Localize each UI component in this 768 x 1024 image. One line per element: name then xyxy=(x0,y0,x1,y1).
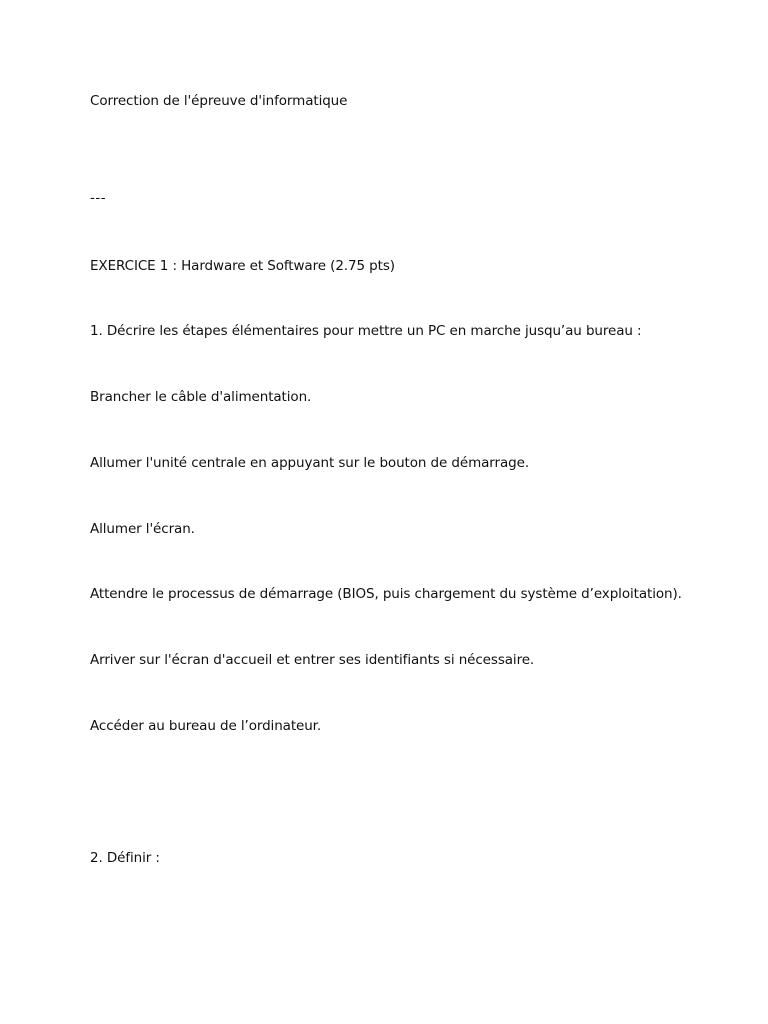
step-item: Attendre le processus de démarrage (BIOS, puis chargement du système d’exploitation). xyxy=(90,586,682,602)
step-item: Allumer l'unité centrale en appuyant sur le bouton de démarrage. xyxy=(90,455,530,471)
step-item: Arriver sur l'écran d'accueil et entrer ses identifiants si nécessaire. xyxy=(90,652,535,668)
question-2: 2. Définir : xyxy=(90,850,160,866)
exercise-heading: EXERCICE 1 : Hardware et Software (2.75 pts) xyxy=(90,258,395,274)
step-item: Accéder au bureau de l’ordinateur. xyxy=(90,718,322,734)
question-1: 1. Décrire les étapes élémentaires pour mettre un PC en marche jusqu’au bureau : xyxy=(90,323,642,339)
document-title: Correction de l'épreuve d'informatique xyxy=(90,93,348,109)
section-separator: --- xyxy=(90,190,107,206)
step-item: Brancher le câble d'alimentation. xyxy=(90,389,312,405)
step-item: Allumer l'écran. xyxy=(90,521,195,537)
